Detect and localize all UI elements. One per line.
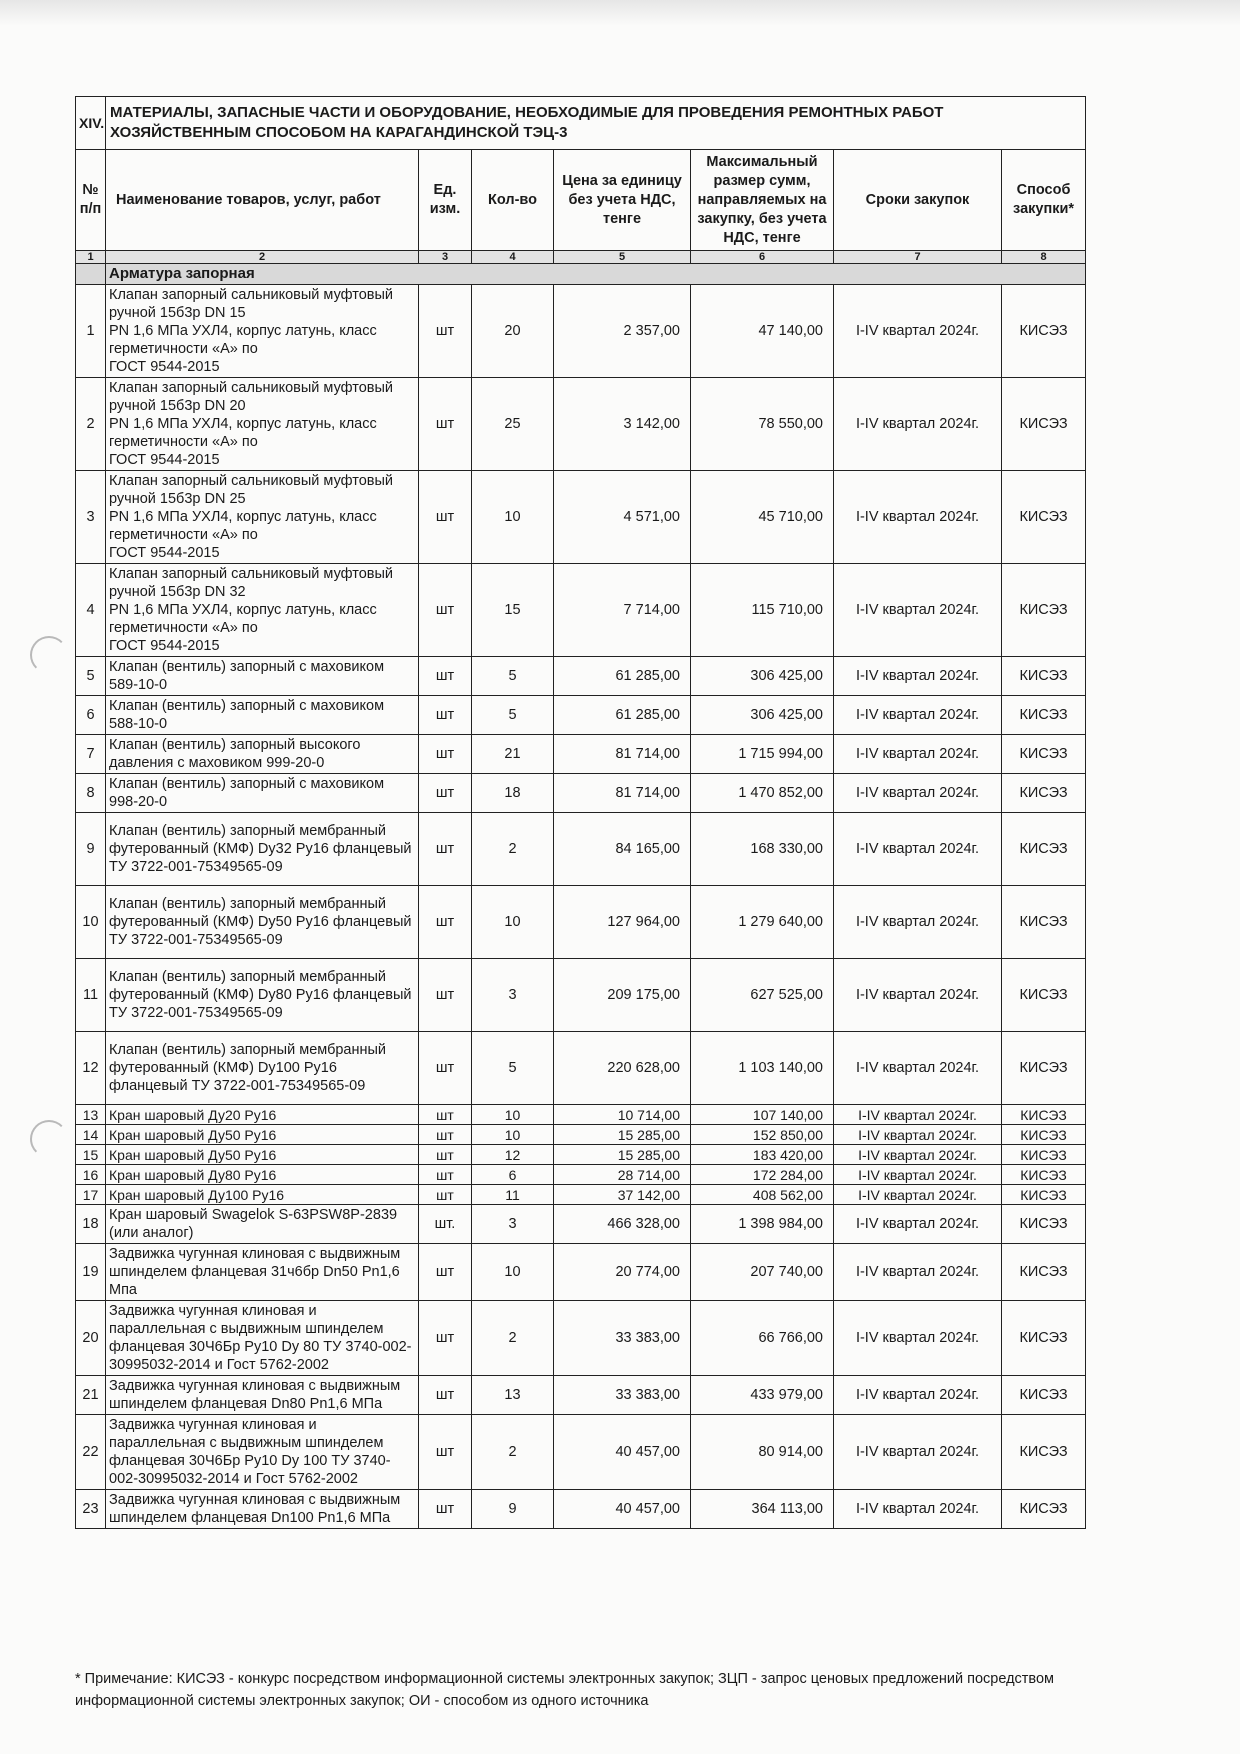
item-name: Задвижка чугунная клиновая и параллельная с выдвижным шпинделем фланцевая 30Ч6Бр Ру10 Dy 100 ТУ 3740-002-30995032-2014 и Гост 5762-2002 xyxy=(106,1415,419,1490)
item-method: КИСЭЗ xyxy=(1002,378,1086,471)
item-method: КИСЭЗ xyxy=(1002,1125,1086,1145)
row-number: 4 xyxy=(76,564,106,657)
item-unit-price: 10 714,00 xyxy=(554,1105,691,1125)
item-method: КИСЭЗ xyxy=(1002,1145,1086,1165)
item-max-amount: 1 103 140,00 xyxy=(691,1032,834,1105)
item-max-amount: 183 420,00 xyxy=(691,1145,834,1165)
row-number: 6 xyxy=(76,696,106,735)
item-max-amount: 364 113,00 xyxy=(691,1490,834,1529)
item-unit-price: 81 714,00 xyxy=(554,774,691,813)
item-period: I-IV квартал 2024г. xyxy=(834,1185,1002,1205)
section-title-row xyxy=(76,97,1086,150)
col-number: 8 xyxy=(1002,251,1086,264)
item-max-amount: 433 979,00 xyxy=(691,1376,834,1415)
category-label: Арматура запорная xyxy=(106,264,1086,285)
item-max-amount: 207 740,00 xyxy=(691,1244,834,1301)
row-number: 1 xyxy=(76,285,106,378)
item-period: I-IV квартал 2024г. xyxy=(834,696,1002,735)
col-number: 7 xyxy=(834,251,1002,264)
item-unit: шт xyxy=(419,1244,472,1301)
item-unit: шт xyxy=(419,1415,472,1490)
item-unit-price: 20 774,00 xyxy=(554,1244,691,1301)
item-name: Клапан (вентиль) запорный с маховиком 588-10-0 xyxy=(106,696,419,735)
item-unit-price: 84 165,00 xyxy=(554,813,691,886)
section-title: МАТЕРИАЛЫ, ЗАПАСНЫЕ ЧАСТИ И ОБОРУДОВАНИЕ, НЕОБХОДИМЫЕ ДЛЯ ПРОВЕДЕНИЯ РЕМОНТНЫХ РАБОТ ХОЗЯЙСТВЕННЫМ СПОСОБОМ НА КАРАГАНДИНСКОЙ ТЭЦ-3 xyxy=(106,97,1086,150)
table-row xyxy=(76,1415,1086,1490)
item-period: I-IV квартал 2024г. xyxy=(834,1376,1002,1415)
item-period: I-IV квартал 2024г. xyxy=(834,471,1002,564)
col-header-max: Максимальный размер сумм, направляемых на закупку, без учета НДС, тенге xyxy=(691,150,834,251)
row-number: 10 xyxy=(76,886,106,959)
item-unit: шт xyxy=(419,1125,472,1145)
table-row xyxy=(76,1205,1086,1244)
item-name: Задвижка чугунная клиновая с выдвижным шпинделем фланцевая 31ч6бр Dn50 Pn1,6 Мпа xyxy=(106,1244,419,1301)
table-row xyxy=(76,774,1086,813)
row-number: 7 xyxy=(76,735,106,774)
item-unit-price: 33 383,00 xyxy=(554,1301,691,1376)
item-quantity: 18 xyxy=(472,774,554,813)
table-row xyxy=(76,1376,1086,1415)
item-max-amount: 152 850,00 xyxy=(691,1125,834,1145)
item-name: Клапан (вентиль) запорный мембранный футерованный (КМФ) Dy100 Ру16 фланцевый ТУ 3722-001-75349565-09 xyxy=(106,1032,419,1105)
item-period: I-IV квартал 2024г. xyxy=(834,657,1002,696)
item-unit: шт xyxy=(419,1145,472,1165)
col-header-num: № п/п xyxy=(76,150,106,251)
item-unit-price: 127 964,00 xyxy=(554,886,691,959)
item-quantity: 5 xyxy=(472,657,554,696)
item-unit-price: 220 628,00 xyxy=(554,1032,691,1105)
procurement-table xyxy=(75,96,1086,1529)
item-method: КИСЭЗ xyxy=(1002,1185,1086,1205)
col-number: 5 xyxy=(554,251,691,264)
item-unit-price: 15 285,00 xyxy=(554,1125,691,1145)
item-method: КИСЭЗ xyxy=(1002,1490,1086,1529)
item-unit: шт xyxy=(419,1165,472,1185)
item-unit-price: 4 571,00 xyxy=(554,471,691,564)
punch-hole-mark xyxy=(30,636,68,674)
row-number: 17 xyxy=(76,1185,106,1205)
item-method: КИСЭЗ xyxy=(1002,1105,1086,1125)
item-period: I-IV квартал 2024г. xyxy=(834,1125,1002,1145)
item-name: Кран шаровый Ду80 Ру16 xyxy=(106,1165,419,1185)
item-name: Задвижка чугунная клиновая с выдвижным шпинделем фланцевая Dn80 Pn1,6 МПа xyxy=(106,1376,419,1415)
item-unit: шт xyxy=(419,696,472,735)
item-unit: шт xyxy=(419,1105,472,1125)
item-max-amount: 627 525,00 xyxy=(691,959,834,1032)
row-number: 2 xyxy=(76,378,106,471)
item-unit: шт xyxy=(419,959,472,1032)
item-method: КИСЭЗ xyxy=(1002,564,1086,657)
item-unit: шт xyxy=(419,471,472,564)
item-quantity: 10 xyxy=(472,471,554,564)
item-name: Клапан (вентиль) запорный с маховиком 589-10-0 xyxy=(106,657,419,696)
table-row xyxy=(76,1490,1086,1529)
table-row xyxy=(76,1032,1086,1105)
item-method: КИСЭЗ xyxy=(1002,1205,1086,1244)
item-period: I-IV квартал 2024г. xyxy=(834,1145,1002,1165)
item-quantity: 3 xyxy=(472,1205,554,1244)
item-unit: шт xyxy=(419,1301,472,1376)
item-quantity: 10 xyxy=(472,1244,554,1301)
item-quantity: 15 xyxy=(472,564,554,657)
row-number: 14 xyxy=(76,1125,106,1145)
item-quantity: 6 xyxy=(472,1165,554,1185)
item-period: I-IV квартал 2024г. xyxy=(834,886,1002,959)
row-number: 21 xyxy=(76,1376,106,1415)
item-name: Клапан (вентиль) запорный мембранный футерованный (КМФ) Dy50 Ру16 фланцевый ТУ 3722-001-75349565-09 xyxy=(106,886,419,959)
item-method: КИСЭЗ xyxy=(1002,774,1086,813)
col-header-period: Сроки закупок xyxy=(834,150,1002,251)
item-quantity: 3 xyxy=(472,959,554,1032)
item-max-amount: 306 425,00 xyxy=(691,657,834,696)
item-quantity: 2 xyxy=(472,1415,554,1490)
row-number: 9 xyxy=(76,813,106,886)
row-number: 3 xyxy=(76,471,106,564)
item-unit-price: 3 142,00 xyxy=(554,378,691,471)
item-name: Клапан (вентиль) запорный с маховиком 998-20-0 xyxy=(106,774,419,813)
item-max-amount: 45 710,00 xyxy=(691,471,834,564)
item-quantity: 5 xyxy=(472,696,554,735)
item-unit: шт. xyxy=(419,1205,472,1244)
item-name: Кран шаровый Ду100 Ру16 xyxy=(106,1185,419,1205)
col-number: 1 xyxy=(76,251,106,264)
table-row xyxy=(76,285,1086,378)
row-number: 20 xyxy=(76,1301,106,1376)
column-header-row xyxy=(76,150,1086,251)
item-unit-price: 28 714,00 xyxy=(554,1165,691,1185)
col-header-method: Способ закупки* xyxy=(1002,150,1086,251)
table-row xyxy=(76,564,1086,657)
table-row xyxy=(76,378,1086,471)
item-method: КИСЭЗ xyxy=(1002,471,1086,564)
col-number: 4 xyxy=(472,251,554,264)
table-row xyxy=(76,813,1086,886)
scan-top-shadow xyxy=(0,0,1240,26)
row-number: 11 xyxy=(76,959,106,1032)
item-max-amount: 78 550,00 xyxy=(691,378,834,471)
item-method: КИСЭЗ xyxy=(1002,1165,1086,1185)
table-row xyxy=(76,886,1086,959)
item-quantity: 21 xyxy=(472,735,554,774)
item-method: КИСЭЗ xyxy=(1002,1376,1086,1415)
category-row xyxy=(76,264,1086,285)
table-row xyxy=(76,471,1086,564)
item-name: Кран шаровый Ду50 Ру16 xyxy=(106,1145,419,1165)
col-header-unit: Ед. изм. xyxy=(419,150,472,251)
item-quantity: 5 xyxy=(472,1032,554,1105)
col-header-price: Цена за единицу без учета НДС, тенге xyxy=(554,150,691,251)
procurement-sheet xyxy=(75,96,1085,1529)
item-quantity: 9 xyxy=(472,1490,554,1529)
item-max-amount: 408 562,00 xyxy=(691,1185,834,1205)
item-method: КИСЭЗ xyxy=(1002,1032,1086,1105)
item-unit: шт xyxy=(419,1490,472,1529)
item-period: I-IV квартал 2024г. xyxy=(834,1244,1002,1301)
item-period: I-IV квартал 2024г. xyxy=(834,774,1002,813)
item-period: I-IV квартал 2024г. xyxy=(834,1415,1002,1490)
col-number: 3 xyxy=(419,251,472,264)
item-unit-price: 40 457,00 xyxy=(554,1490,691,1529)
item-name: Клапан запорный сальниковый муфтовый ручной 15б3р DN 32 PN 1,6 МПа УХЛ4, корпус латунь, класс герметичности «А» по ГОСТ 9544-2015 xyxy=(106,564,419,657)
item-unit: шт xyxy=(419,564,472,657)
item-quantity: 2 xyxy=(472,813,554,886)
item-max-amount: 1 715 994,00 xyxy=(691,735,834,774)
item-unit-price: 61 285,00 xyxy=(554,696,691,735)
item-method: КИСЭЗ xyxy=(1002,1244,1086,1301)
table-row xyxy=(76,735,1086,774)
item-method: КИСЭЗ xyxy=(1002,1301,1086,1376)
item-unit: шт xyxy=(419,1032,472,1105)
item-unit-price: 40 457,00 xyxy=(554,1415,691,1490)
item-max-amount: 66 766,00 xyxy=(691,1301,834,1376)
item-method: КИСЭЗ xyxy=(1002,813,1086,886)
item-period: I-IV квартал 2024г. xyxy=(834,1205,1002,1244)
item-max-amount: 115 710,00 xyxy=(691,564,834,657)
item-max-amount: 1 398 984,00 xyxy=(691,1205,834,1244)
table-row xyxy=(76,1244,1086,1301)
item-unit: шт xyxy=(419,657,472,696)
item-max-amount: 1 279 640,00 xyxy=(691,886,834,959)
table-body xyxy=(76,285,1086,1529)
col-number: 6 xyxy=(691,251,834,264)
item-quantity: 20 xyxy=(472,285,554,378)
table-row xyxy=(76,1125,1086,1145)
item-method: КИСЭЗ xyxy=(1002,285,1086,378)
item-name: Клапан запорный сальниковый муфтовый ручной 15б3р DN 15 PN 1,6 МПа УХЛ4, корпус латунь, класс герметичности «А» по ГОСТ 9544-2015 xyxy=(106,285,419,378)
table-row xyxy=(76,657,1086,696)
item-unit: шт xyxy=(419,886,472,959)
item-quantity: 25 xyxy=(472,378,554,471)
item-max-amount: 107 140,00 xyxy=(691,1105,834,1125)
row-number: 16 xyxy=(76,1165,106,1185)
item-max-amount: 306 425,00 xyxy=(691,696,834,735)
row-number: 13 xyxy=(76,1105,106,1125)
item-name: Клапан запорный сальниковый муфтовый ручной 15б3р DN 25 PN 1,6 МПа УХЛ4, корпус латунь, класс герметичности «А» по ГОСТ 9544-2015 xyxy=(106,471,419,564)
row-number: 18 xyxy=(76,1205,106,1244)
item-quantity: 10 xyxy=(472,1105,554,1125)
item-unit: шт xyxy=(419,1185,472,1205)
item-unit: шт xyxy=(419,378,472,471)
row-number: 15 xyxy=(76,1145,106,1165)
row-number: 19 xyxy=(76,1244,106,1301)
column-number-row xyxy=(76,251,1086,264)
row-number: 12 xyxy=(76,1032,106,1105)
item-max-amount: 168 330,00 xyxy=(691,813,834,886)
row-number: 5 xyxy=(76,657,106,696)
item-max-amount: 47 140,00 xyxy=(691,285,834,378)
item-name: Кран шаровый Ду20 Ру16 xyxy=(106,1105,419,1125)
punch-hole-mark xyxy=(30,1120,68,1158)
item-method: КИСЭЗ xyxy=(1002,657,1086,696)
footnote: * Примечание: КИСЭЗ - конкурс посредством информационной системы электронных закупок; ЗЦП - запрос ценовых предложений посредством информационной системы электронных закупок; ОИ - способом из одного источника xyxy=(75,1671,1054,1709)
item-method: КИСЭЗ xyxy=(1002,696,1086,735)
item-period: I-IV квартал 2024г. xyxy=(834,1032,1002,1105)
item-name: Клапан (вентиль) запорный мембранный футерованный (КМФ) Dy32 Ру16 фланцевый ТУ 3722-001-75349565-09 xyxy=(106,813,419,886)
item-unit-price: 33 383,00 xyxy=(554,1376,691,1415)
item-period: I-IV квартал 2024г. xyxy=(834,1490,1002,1529)
item-max-amount: 80 914,00 xyxy=(691,1415,834,1490)
item-name: Клапан запорный сальниковый муфтовый ручной 15б3р DN 20 PN 1,6 МПа УХЛ4, корпус латунь, класс герметичности «А» по ГОСТ 9544-2015 xyxy=(106,378,419,471)
item-quantity: 13 xyxy=(472,1376,554,1415)
item-unit-price: 466 328,00 xyxy=(554,1205,691,1244)
item-period: I-IV квартал 2024г. xyxy=(834,813,1002,886)
item-method: КИСЭЗ xyxy=(1002,886,1086,959)
table-row xyxy=(76,1185,1086,1205)
item-period: I-IV квартал 2024г. xyxy=(834,378,1002,471)
item-unit: шт xyxy=(419,813,472,886)
item-max-amount: 172 284,00 xyxy=(691,1165,834,1185)
item-period: I-IV квартал 2024г. xyxy=(834,735,1002,774)
item-period: I-IV квартал 2024г. xyxy=(834,285,1002,378)
item-unit: шт xyxy=(419,285,472,378)
item-unit: шт xyxy=(419,1376,472,1415)
item-period: I-IV квартал 2024г. xyxy=(834,1301,1002,1376)
item-unit-price: 61 285,00 xyxy=(554,657,691,696)
item-unit: шт xyxy=(419,774,472,813)
item-name: Задвижка чугунная клиновая и параллельная с выдвижным шпинделем фланцевая 30Ч6Бр Ру10 Dy 80 ТУ 3740-002-30995032-2014 и Гост 5762-2002 xyxy=(106,1301,419,1376)
item-method: КИСЭЗ xyxy=(1002,1415,1086,1490)
item-name: Клапан (вентиль) запорный мембранный футерованный (КМФ) Dy80 Ру16 фланцевый ТУ 3722-001-75349565-09 xyxy=(106,959,419,1032)
item-unit-price: 81 714,00 xyxy=(554,735,691,774)
item-method: КИСЭЗ xyxy=(1002,735,1086,774)
item-period: I-IV квартал 2024г. xyxy=(834,959,1002,1032)
table-row xyxy=(76,959,1086,1032)
item-name: Задвижка чугунная клиновая с выдвижным шпинделем фланцевая Dn100 Pn1,6 МПа xyxy=(106,1490,419,1529)
item-max-amount: 1 470 852,00 xyxy=(691,774,834,813)
item-unit-price: 209 175,00 xyxy=(554,959,691,1032)
row-number: 8 xyxy=(76,774,106,813)
item-name: Кран шаровый Swagelok S-63PSW8P-2839 (или аналог) xyxy=(106,1205,419,1244)
item-unit-price: 15 285,00 xyxy=(554,1145,691,1165)
item-name: Кран шаровый Ду50 Ру16 xyxy=(106,1125,419,1145)
table-row xyxy=(76,1105,1086,1125)
table-row xyxy=(76,1165,1086,1185)
table-row xyxy=(76,1301,1086,1376)
row-number: 23 xyxy=(76,1490,106,1529)
table-row xyxy=(76,1145,1086,1165)
item-unit: шт xyxy=(419,735,472,774)
item-quantity: 11 xyxy=(472,1185,554,1205)
item-quantity: 2 xyxy=(472,1301,554,1376)
item-quantity: 10 xyxy=(472,1125,554,1145)
col-header-qty: Кол-во xyxy=(472,150,554,251)
item-unit-price: 7 714,00 xyxy=(554,564,691,657)
item-period: I-IV квартал 2024г. xyxy=(834,1105,1002,1125)
table-row xyxy=(76,696,1086,735)
col-number: 2 xyxy=(106,251,419,264)
item-method: КИСЭЗ xyxy=(1002,959,1086,1032)
item-unit-price: 37 142,00 xyxy=(554,1185,691,1205)
item-quantity: 12 xyxy=(472,1145,554,1165)
item-name: Клапан (вентиль) запорный высокого давления с маховиком 999-20-0 xyxy=(106,735,419,774)
section-number: XIV. xyxy=(76,97,106,150)
item-quantity: 10 xyxy=(472,886,554,959)
item-period: I-IV квартал 2024г. xyxy=(834,564,1002,657)
item-period: I-IV квартал 2024г. xyxy=(834,1165,1002,1185)
item-unit-price: 2 357,00 xyxy=(554,285,691,378)
row-number: 22 xyxy=(76,1415,106,1490)
col-header-name: Наименование товаров, услуг, работ xyxy=(106,150,419,251)
